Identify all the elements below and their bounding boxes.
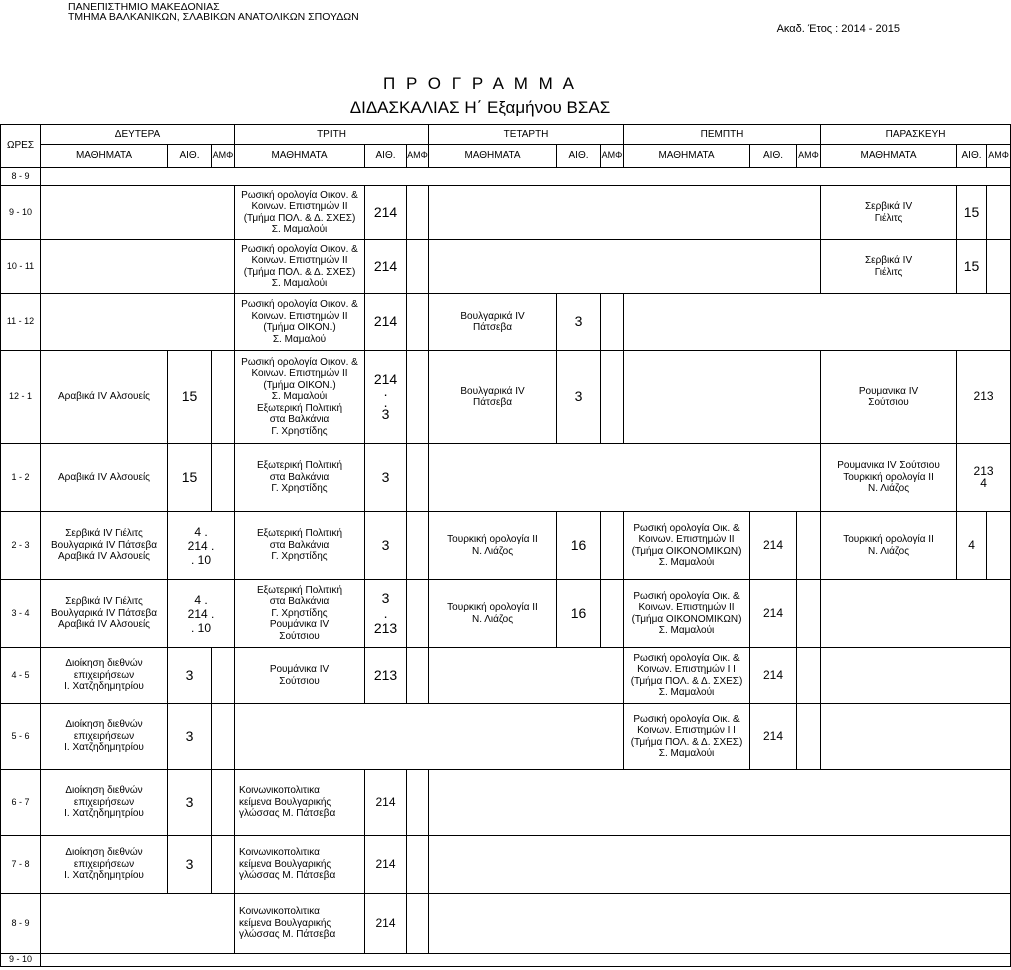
course-cell: Κοινωνικοπολιτικα κείμενα Βουλγαρικής γλώσσας Μ. Πάτσεβα	[235, 770, 365, 836]
room-cell: 3	[365, 512, 407, 580]
room-cell: 4 . 214 . . 10	[168, 580, 235, 648]
course-cell: Σερβικά IV Γιέλιτς	[821, 186, 957, 240]
course-cell: Διοίκηση διεθνών επιχειρήσεων Ι. Χατζηδημητρίου	[41, 836, 168, 894]
room-cell: 3	[557, 351, 601, 444]
course-cell: Τουρκική ορολογία ΙΙ Ν. Λιάζος	[429, 512, 557, 580]
room-cell: 3	[365, 444, 407, 512]
room-cell: 4 . 214 . . 10	[168, 512, 235, 580]
amf-header: ΑΜΦ	[212, 145, 235, 168]
courses-header: ΜΑΘΗΜΑΤΑ	[235, 145, 365, 168]
room-header: ΑΙΘ.	[168, 145, 212, 168]
room-header: ΑΙΘ.	[957, 145, 987, 168]
room-cell: 4	[957, 512, 987, 580]
hour-cell: 3 - 4	[1, 580, 41, 648]
day-header-wednesday: ΤΕΤΑΡΤΗ	[429, 125, 624, 145]
course-cell: Κοινωνικοπολιτικα κείμενα Βουλγαρικής γλώσσας Μ. Πάτσεβα	[235, 836, 365, 894]
room-cell: 213	[365, 648, 407, 704]
room-cell: 3	[557, 294, 601, 351]
course-cell: Σερβικά IV Γιέλιτς	[821, 240, 957, 294]
room-cell: 214	[365, 240, 407, 294]
academic-year: Ακαδ. Έτος : 2014 - 2015	[776, 23, 900, 35]
course-cell: Σερβικά IV Γιέλιτς Βουλγαρικά IV Πάτσεβα Αραβικά IV Αλσουείς	[41, 580, 168, 648]
room-cell: 3 . 213	[365, 580, 407, 648]
course-cell: Ρωσική ορολογία Οικ. & Κοινων. Επιστημών Ι Ι (Τμήμα ΠΟΛ. & Δ. ΣΧΕΣ) Σ. Μαμαλούι	[624, 704, 750, 770]
empty-slot	[624, 294, 1011, 351]
empty-slot	[429, 894, 1011, 954]
day-header-thursday: ΠΕΜΠΤΗ	[624, 125, 821, 145]
room-cell: 214	[365, 186, 407, 240]
university-name: ΠΑΝΕΠΙΣΤΗΜΙΟ ΜΑΚΕΔΟΝΙΑΣ	[68, 1, 220, 13]
schedule-table	[0, 124, 1011, 967]
room-cell: 16	[557, 512, 601, 580]
empty-slot	[821, 704, 1011, 770]
hour-cell: 6 - 7	[1, 770, 41, 836]
hour-cell: 9 - 10	[1, 954, 41, 967]
course-cell: Τουρκική ορολογία ΙΙ Ν. Λιάζος	[429, 580, 557, 648]
course-cell: Ρωσική ορολογία Οικον. & Κοινων. Επιστημών ΙΙ (Τμήμα ΠΟΛ. & Δ. ΣΧΕΣ) Σ. Μαμαλούι	[235, 186, 365, 240]
course-cell: Ρωσική ορολογία Οικον. & Κοινων. Επιστημών ΙΙ (Τμήμα ΟΙΚΟΝ.) Σ. Μαμαλούι Εξωτερική Πολιτική στα Βαλκάνια Γ. Χρηστίδης	[235, 351, 365, 444]
course-cell: Ρωσική ορολογία Οικον. & Κοινων. Επιστημών ΙΙ (Τμήμα ΠΟΛ. & Δ. ΣΧΕΣ) Σ. Μαμαλούι	[235, 240, 365, 294]
course-cell: Ρουμανικα IV Σούτσιου Τουρκική ορολογία ΙΙ Ν. Λιάζος	[821, 444, 957, 512]
room-cell: 214	[750, 580, 797, 648]
courses-header: ΜΑΘΗΜΑΤΑ	[429, 145, 557, 168]
course-cell: Σερβικά IV Γιέλιτς Βουλγαρικά IV Πάτσεβα Αραβικά IV Αλσουείς	[41, 512, 168, 580]
room-cell: 3	[168, 836, 212, 894]
empty-slot	[624, 351, 821, 444]
room-header: ΑΙΘ.	[365, 145, 407, 168]
empty-slot	[821, 648, 1011, 704]
hour-cell: 7 - 8	[1, 836, 41, 894]
amf-header: ΑΜΦ	[797, 145, 821, 168]
course-cell: Διοίκηση διεθνών επιχειρήσεων Ι. Χατζηδημητρίου	[41, 648, 168, 704]
hour-cell: 5 - 6	[1, 704, 41, 770]
room-header: ΑΙΘ.	[557, 145, 601, 168]
course-cell: Ρωσική ορολογία Οικ. & Κοινων. Επιστημών Ι Ι (Τμήμα ΠΟΛ. & Δ. ΣΧΕΣ) Σ. Μαμαλούι	[624, 648, 750, 704]
hour-cell: 4 - 5	[1, 648, 41, 704]
page-title: Π Ρ Ο Γ Ρ Α Μ Μ Α	[383, 74, 577, 93]
empty-slot	[41, 168, 1011, 186]
empty-slot	[429, 836, 1011, 894]
day-header-tuesday: ΤΡΙΤΗ	[235, 125, 429, 145]
hour-cell: 8 - 9	[1, 894, 41, 954]
empty-slot	[235, 704, 624, 770]
empty-slot	[429, 444, 821, 512]
room-cell: 213 4	[957, 444, 1011, 512]
empty-slot	[41, 186, 235, 240]
empty-slot	[429, 648, 624, 704]
courses-header: ΜΑΘΗΜΑΤΑ	[624, 145, 750, 168]
room-cell: 213	[957, 351, 1011, 444]
room-cell: 15	[168, 444, 212, 512]
hour-cell: 12 - 1	[1, 351, 41, 444]
hour-cell: 2 - 3	[1, 512, 41, 580]
room-cell: 3	[168, 704, 212, 770]
empty-slot	[821, 580, 1011, 648]
empty-slot	[429, 770, 1011, 836]
room-cell: 16	[557, 580, 601, 648]
room-cell: 214	[365, 836, 407, 894]
amf-header: ΑΜΦ	[407, 145, 429, 168]
course-cell: Τουρκική ορολογία ΙΙ Ν. Λιάζος	[821, 512, 957, 580]
page-subtitle: ΔΙΔΑΣΚΑΛΙΑΣ Η΄ Εξαμήνου ΒΣΑΣ	[349, 98, 611, 117]
room-cell: 15	[957, 186, 987, 240]
room-cell: 15	[168, 351, 212, 444]
room-cell: 214 . . 3	[365, 351, 407, 444]
day-header-friday: ΠΑΡΑΣΚΕΥΗ	[821, 125, 1011, 145]
hour-cell: 10 - 11	[1, 240, 41, 294]
hour-cell: 9 - 10	[1, 186, 41, 240]
empty-slot	[429, 240, 821, 294]
courses-header: ΜΑΘΗΜΑΤΑ	[41, 145, 168, 168]
course-cell: Εξωτερική Πολιτική στα Βαλκάνια Γ. Χρηστίδης Ρουμάνικα IV Σούτσιου	[235, 580, 365, 648]
empty-slot	[41, 240, 235, 294]
hour-cell: 11 - 12	[1, 294, 41, 351]
day-header-monday: ΔΕΥΤΕΡΑ	[41, 125, 235, 145]
room-cell: 214	[750, 648, 797, 704]
department-name: ΤΜΗΜΑ ΒΑΛΚΑΝΙΚΩΝ, ΣΛΑΒΙΚΩΝ ΑΝΑΤΟΛΙΚΩΝ ΣΠΟΥΔΩΝ	[68, 11, 359, 23]
course-cell: Κοινωνικοπολιτικα κείμενα Βουλγαρικής γλώσσας Μ. Πάτσεβα	[235, 894, 365, 954]
room-cell: 214	[365, 294, 407, 351]
courses-header: ΜΑΘΗΜΑΤΑ	[821, 145, 957, 168]
room-cell: 3	[168, 648, 212, 704]
course-cell: Αραβικά IV Αλσουείς	[41, 351, 168, 444]
empty-slot	[429, 186, 821, 240]
course-cell: Ρωσική ορολογία Οικον. & Κοινων. Επιστημών ΙΙ (Τμήμα ΟΙΚΟΝ.) Σ. Μαμαλού	[235, 294, 365, 351]
empty-slot	[41, 954, 1011, 967]
course-cell: Ρουμάνικα IV Σούτσιου	[235, 648, 365, 704]
room-cell: 214	[750, 512, 797, 580]
room-header: ΑΙΘ.	[750, 145, 797, 168]
room-cell: 15	[957, 240, 987, 294]
course-cell: Εξωτερική Πολιτική στα Βαλκάνια Γ. Χρηστίδης	[235, 444, 365, 512]
course-cell: Ρωσική ορολογία Οικ. & Κοινων. Επιστημών ΙΙ (Τμήμα ΟΙΚΟΝΟΜΙΚΩΝ) Σ. Μαμαλούι	[624, 512, 750, 580]
hour-cell: 8 - 9	[1, 168, 41, 186]
empty-slot	[41, 894, 235, 954]
hour-cell: 1 - 2	[1, 444, 41, 512]
course-cell: Βουλγαρικά IV Πάτσεβα	[429, 294, 557, 351]
room-cell: 214	[750, 704, 797, 770]
room-cell: 214	[365, 894, 407, 954]
room-cell: 214	[365, 770, 407, 836]
course-cell: Ρωσική ορολογία Οικ. & Κοινων. Επιστημών ΙΙ (Τμήμα ΟΙΚΟΝΟΜΙΚΩΝ) Σ. Μαμαλούι	[624, 580, 750, 648]
hours-header: ΩΡΕΣ	[1, 125, 41, 168]
empty-slot	[41, 294, 235, 351]
course-cell: Διοίκηση διεθνών επιχειρήσεων Ι. Χατζηδημητρίου	[41, 704, 168, 770]
amf-header: ΑΜΦ	[987, 145, 1011, 168]
course-cell: Ρουμανικα IV Σούτσιου	[821, 351, 957, 444]
course-cell: Εξωτερική Πολιτική στα Βαλκάνια Γ. Χρηστίδης	[235, 512, 365, 580]
course-cell: Διοίκηση διεθνών επιχειρήσεων Ι. Χατζηδημητρίου	[41, 770, 168, 836]
course-cell: Αραβικά IV Αλσουείς	[41, 444, 168, 512]
course-cell: Βουλγαρικά IV Πάτσεβα	[429, 351, 557, 444]
room-cell: 3	[168, 770, 212, 836]
amf-header: ΑΜΦ	[601, 145, 624, 168]
